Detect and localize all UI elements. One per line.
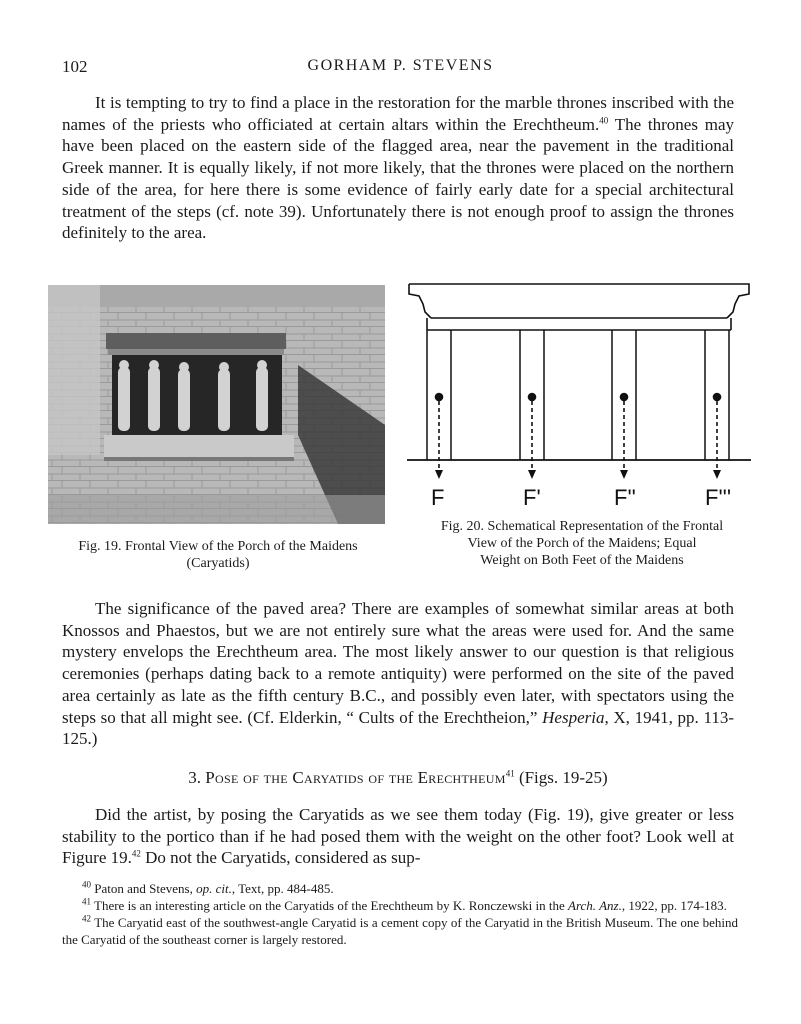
page-number: 102 (62, 57, 88, 76)
footnote-ref-42[interactable]: 42 (131, 848, 141, 859)
label-f-prime: F' (523, 485, 541, 510)
figure-19-caption: Fig. 19. Frontal View of the Porch of the Maidens (Caryatids) (78, 539, 358, 571)
columns (427, 330, 729, 460)
journal-title: Hesperia (542, 707, 605, 727)
section-heading: 3. Pose of the Caryatids of the Erechtheum$^{41}$ (Figs. 19-25) (188, 768, 608, 787)
label-f-triple-prime: F''' (705, 485, 732, 510)
force-arrows (435, 394, 721, 480)
footnote-42: $^{42}$ The Caryatid east of the southwest-angle Caryatid is a cement copy of the Caryatid in the British Museum. The one behind the Caryatid of the southeast corner is largely restored. (62, 913, 738, 947)
running-head: GORHAM P. STEVENS (307, 57, 494, 74)
schematic-diagram (405, 280, 755, 512)
footnote-40: $^{40}$ Paton and Stevens, op. cit., Text, pp. 484-485. (82, 879, 334, 896)
era-abbrev: B.C. (349, 685, 381, 705)
paragraph-caryatids-pose: Did the artist, by posing the Caryatids as we see them today (Fig. 19), give greater or less stability to the portico than if he had posed them with the weight on the other foot? Look well at Figure 19.42 Do not the Caryatids, considered as sup- (62, 805, 734, 868)
porch-of-maidens-photo (48, 285, 385, 524)
label-f: F (431, 485, 445, 510)
entablature (409, 284, 749, 330)
footnote-ref-40[interactable]: 40 (599, 115, 609, 126)
footnote-ref-41[interactable]: 41 (505, 768, 515, 779)
figure-20-caption: Fig. 20. Schematical Representation of the Frontal View of the Porch of the Maidens; Equal Weight on Both Feet of the Maidens (440, 519, 724, 568)
label-f-double-prime: F'' (614, 485, 636, 510)
footnotes (62, 880, 738, 948)
paragraph-paved-area: The significance of the paved area? There are examples of somewhat similar areas at both Knossos and Phaestos, but we are not entirely sure what the areas were used for. And the same mystery envelops the Erechtheum area. The most likely answer to our question is that religious ceremonies (perhaps dating back to a remote antiquity) were performed on the site of the paved area certainly as late as the fifth century B.C., and possibly even later, with spectators using the steps so that all might see. (Cf. Elderkin, “ Cults of the Erechtheion,” Hesperia, X, 1941, pp. 113-125.) (62, 599, 734, 749)
footnote-41: $^{41}$ There is an interesting article on the Caryatids of the Erechtheum by K. Ronczewski in the Arch. Anz., 1922, pp. 174-183. (82, 896, 727, 913)
paragraph-thrones: It is tempting to try to find a place in the restoration for the marble thrones inscribed with the names of the priests who officiated at certain altars within the Erechtheum.$^{40}$ The thrones may have been placed on the eastern side of the flagged area, near the pavement in the traditional Greek manner. It is equally likely, if not more likely, that the thrones were placed on the northern side of the area, for here there is some evidence of fairly early date for a special architectural treatment of the steps (cf. note 39). Unfortunately there is not enough proof to assign the thrones definitely to the area. (62, 93, 735, 243)
